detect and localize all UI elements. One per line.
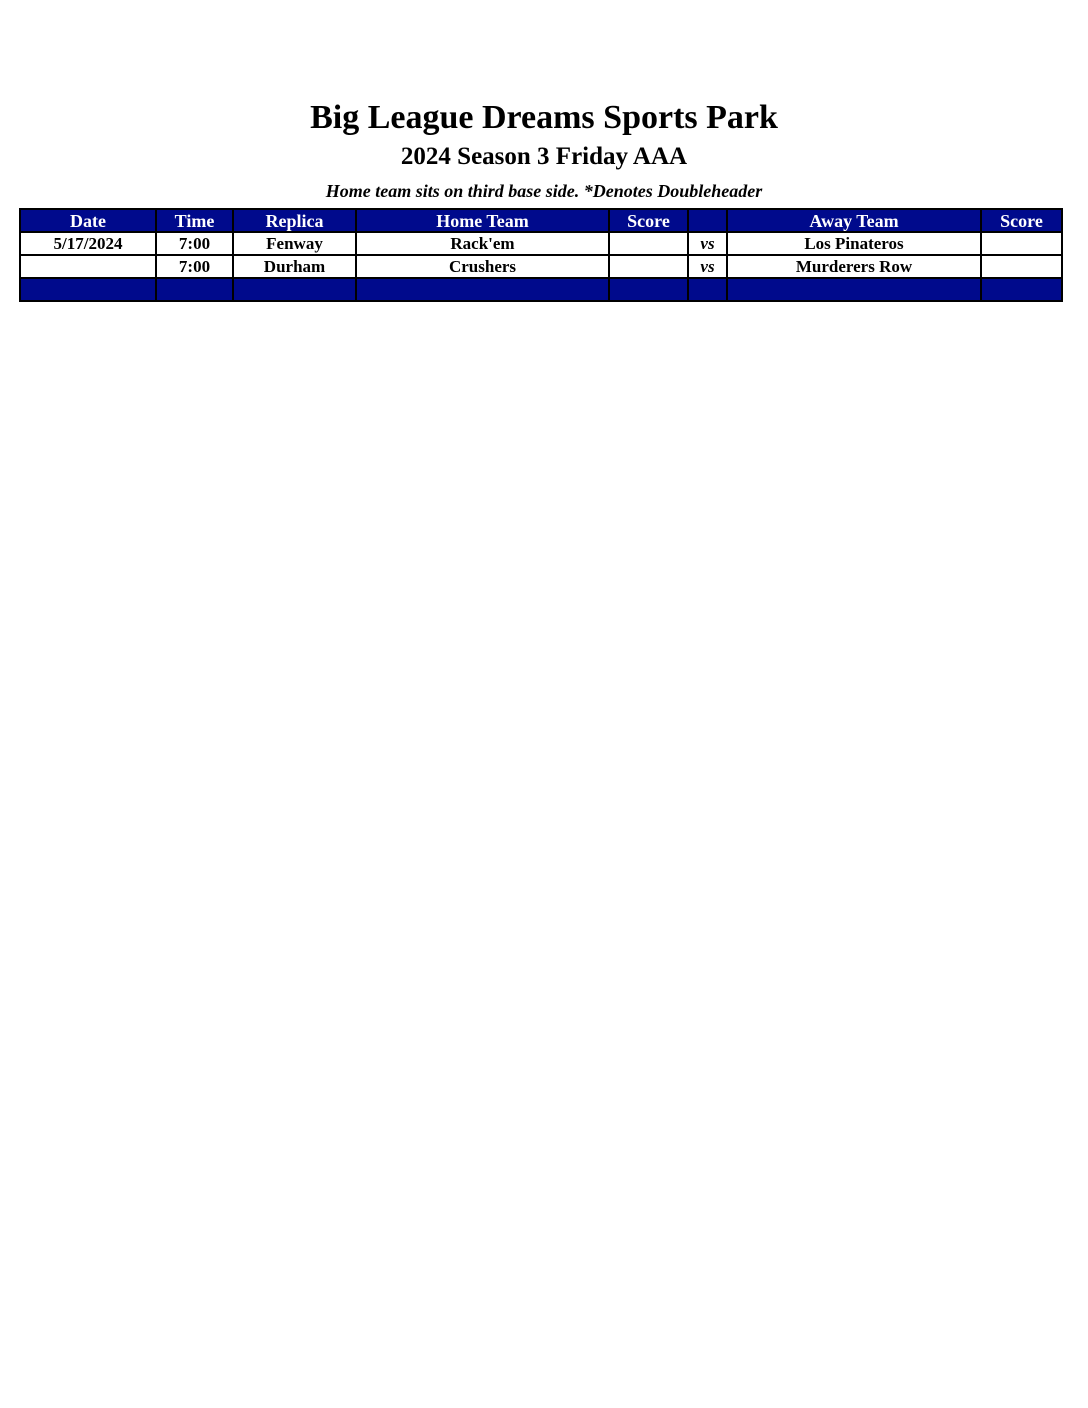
footer-cell — [356, 278, 609, 301]
cell-home-score — [609, 255, 688, 278]
column-header-replica: Replica — [233, 209, 356, 232]
cell-vs: vs — [688, 255, 727, 278]
column-header-date: Date — [20, 209, 156, 232]
cell-home-team: Rack'em — [356, 232, 609, 255]
cell-date — [20, 255, 156, 278]
footer-cell — [20, 278, 156, 301]
cell-away-team: Los Pinateros — [727, 232, 981, 255]
cell-time: 7:00 — [156, 255, 233, 278]
footer-cell — [156, 278, 233, 301]
cell-vs: vs — [688, 232, 727, 255]
cell-replica: Fenway — [233, 232, 356, 255]
table-footer-row — [20, 278, 1062, 301]
column-header-vs — [688, 209, 727, 232]
cell-date: 5/17/2024 — [20, 232, 156, 255]
cell-away-team: Murderers Row — [727, 255, 981, 278]
schedule-note: Home team sits on third base side. *Denotes Doubleheader — [325, 181, 763, 201]
cell-time: 7:00 — [156, 232, 233, 255]
page-subtitle: 2024 Season 3 Friday AAA — [400, 143, 688, 170]
column-header-time: Time — [156, 209, 233, 232]
column-header-home-score: Score — [609, 209, 688, 232]
footer-cell — [688, 278, 727, 301]
footer-cell — [727, 278, 981, 301]
cell-replica: Durham — [233, 255, 356, 278]
footer-cell — [981, 278, 1062, 301]
cell-home-team: Crushers — [356, 255, 609, 278]
column-header-away-score: Score — [981, 209, 1062, 232]
table-header-row — [20, 209, 1062, 232]
cell-away-score — [981, 232, 1062, 255]
page-title: Big League Dreams Sports Park — [310, 99, 778, 136]
cell-away-score — [981, 255, 1062, 278]
schedule-table — [19, 208, 1063, 302]
cell-home-score — [609, 232, 688, 255]
table-row — [20, 232, 1062, 255]
footer-cell — [233, 278, 356, 301]
footer-cell — [609, 278, 688, 301]
table-row — [20, 255, 1062, 278]
column-header-home-team: Home Team — [356, 209, 609, 232]
column-header-away-team: Away Team — [727, 209, 981, 232]
